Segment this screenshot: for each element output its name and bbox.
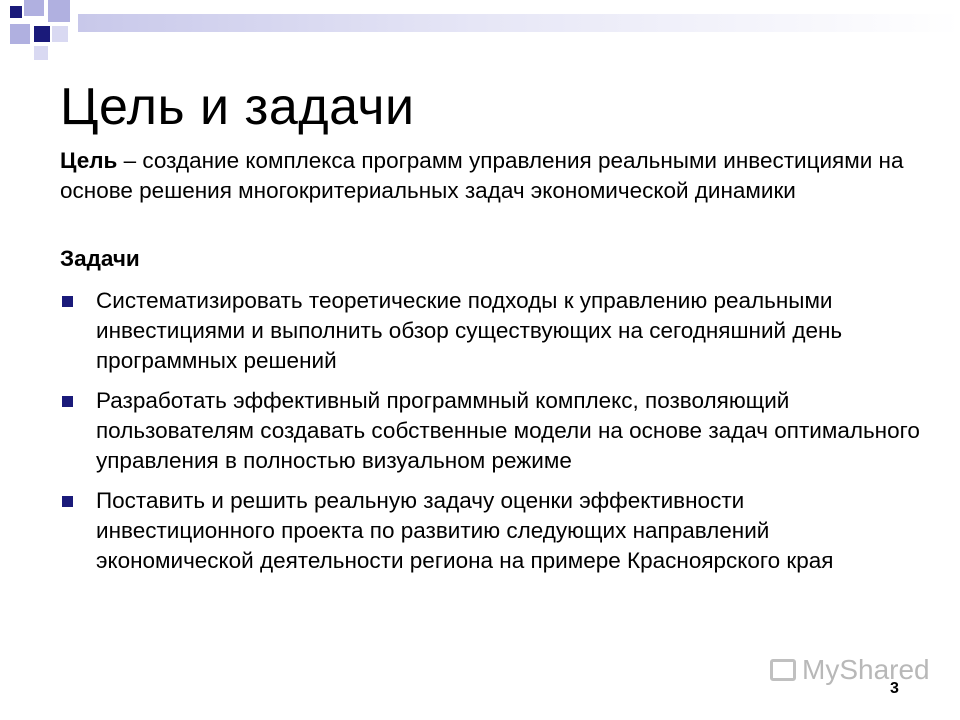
list-item bbox=[60, 286, 920, 376]
watermark-logo bbox=[770, 654, 930, 686]
corner-square-3 bbox=[48, 0, 70, 22]
list-item bbox=[60, 386, 920, 476]
corner-square-7 bbox=[34, 46, 48, 60]
corner-square-4 bbox=[10, 24, 30, 44]
goal-label: Цель bbox=[60, 148, 118, 173]
watermark-text: MyShared bbox=[802, 654, 930, 685]
tasks-list bbox=[60, 286, 920, 576]
corner-square-6 bbox=[52, 26, 68, 42]
corner-square-2 bbox=[24, 0, 44, 16]
slide-number: 3 bbox=[890, 680, 899, 697]
slide-body bbox=[60, 146, 920, 586]
goal-text: – создание комплекса программ управления реальными инвестициями на основе решения многокритериальных задач экономической динамики bbox=[60, 148, 904, 203]
slide-title: Цель и задачи bbox=[60, 77, 415, 136]
corner-square-5 bbox=[34, 26, 50, 42]
square-bullet-icon bbox=[62, 396, 73, 407]
goal-paragraph bbox=[60, 146, 920, 206]
task-text: Поставить и решить реальную задачу оценки эффективности инвестиционного проекта по развитию следующих направлений экономической деятельности региона на примере Красноярского края bbox=[96, 488, 834, 573]
corner-square-1 bbox=[10, 6, 22, 18]
square-bullet-icon bbox=[62, 496, 73, 507]
list-item bbox=[60, 486, 920, 576]
tasks-heading: Задачи bbox=[60, 246, 140, 271]
square-bullet-icon bbox=[62, 296, 73, 307]
header-gradient-bar bbox=[78, 14, 960, 32]
task-text: Систематизировать теоретические подходы к управлению реальными инвестициями и выполнить обзор существующих на сегодняшний день программных решений bbox=[96, 288, 843, 373]
task-text: Разработать эффективный программный комплекс, позволяющий пользователям создавать собственные модели на основе задач оптимального управления в полностью визуальном режиме bbox=[96, 388, 920, 473]
monitor-icon bbox=[770, 659, 796, 681]
